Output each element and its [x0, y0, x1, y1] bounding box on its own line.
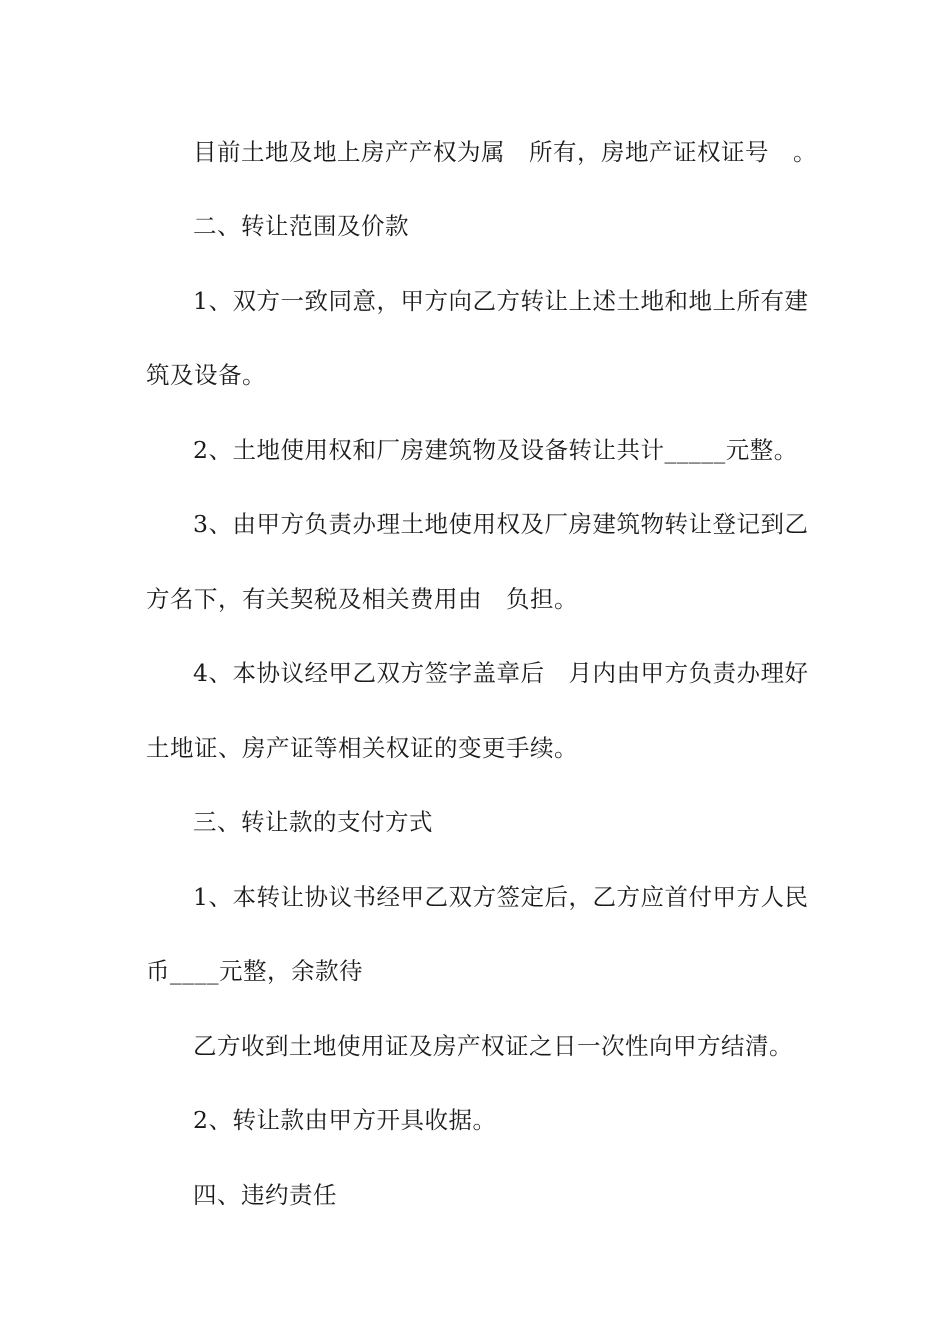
paragraph-line: 筑及设备。 — [146, 361, 266, 389]
paragraph-line: 方名下，有关契税及相关费用由 负担。 — [146, 585, 578, 613]
paragraph-line: 2、土地使用权和厂房建筑物及设备转让共计_____元整。 — [193, 436, 798, 464]
section-heading: 三、转让款的支付方式 — [193, 808, 433, 836]
paragraph-line: 目前土地及地上房产产权为属 所有，房地产证权证号 。 — [193, 138, 817, 166]
section-heading: 二、转让范围及价款 — [193, 212, 409, 240]
paragraph-line: 4、本协议经甲乙双方签字盖章后 月内由甲方负责办理好 — [193, 659, 809, 687]
paragraph-line: 3、由甲方负责办理土地使用权及厂房建筑物转让登记到乙 — [193, 510, 809, 538]
paragraph-line: 1、本转让协议书经甲乙双方签定后，乙方应首付甲方人民 — [193, 883, 809, 911]
section-heading: 四、违约责任 — [193, 1181, 337, 1209]
paragraph-line: 乙方收到土地使用证及房产权证之日一次性向甲方结清。 — [193, 1032, 793, 1060]
paragraph-line: 2、转让款由甲方开具收据。 — [193, 1106, 497, 1134]
paragraph-line: 1、双方一致同意，甲方向乙方转让上述土地和地上所有建 — [193, 287, 809, 315]
paragraph-line: 土地证、房产证等相关权证的变更手续。 — [146, 734, 578, 762]
paragraph-line: 币____元整，余款待 — [146, 957, 363, 985]
